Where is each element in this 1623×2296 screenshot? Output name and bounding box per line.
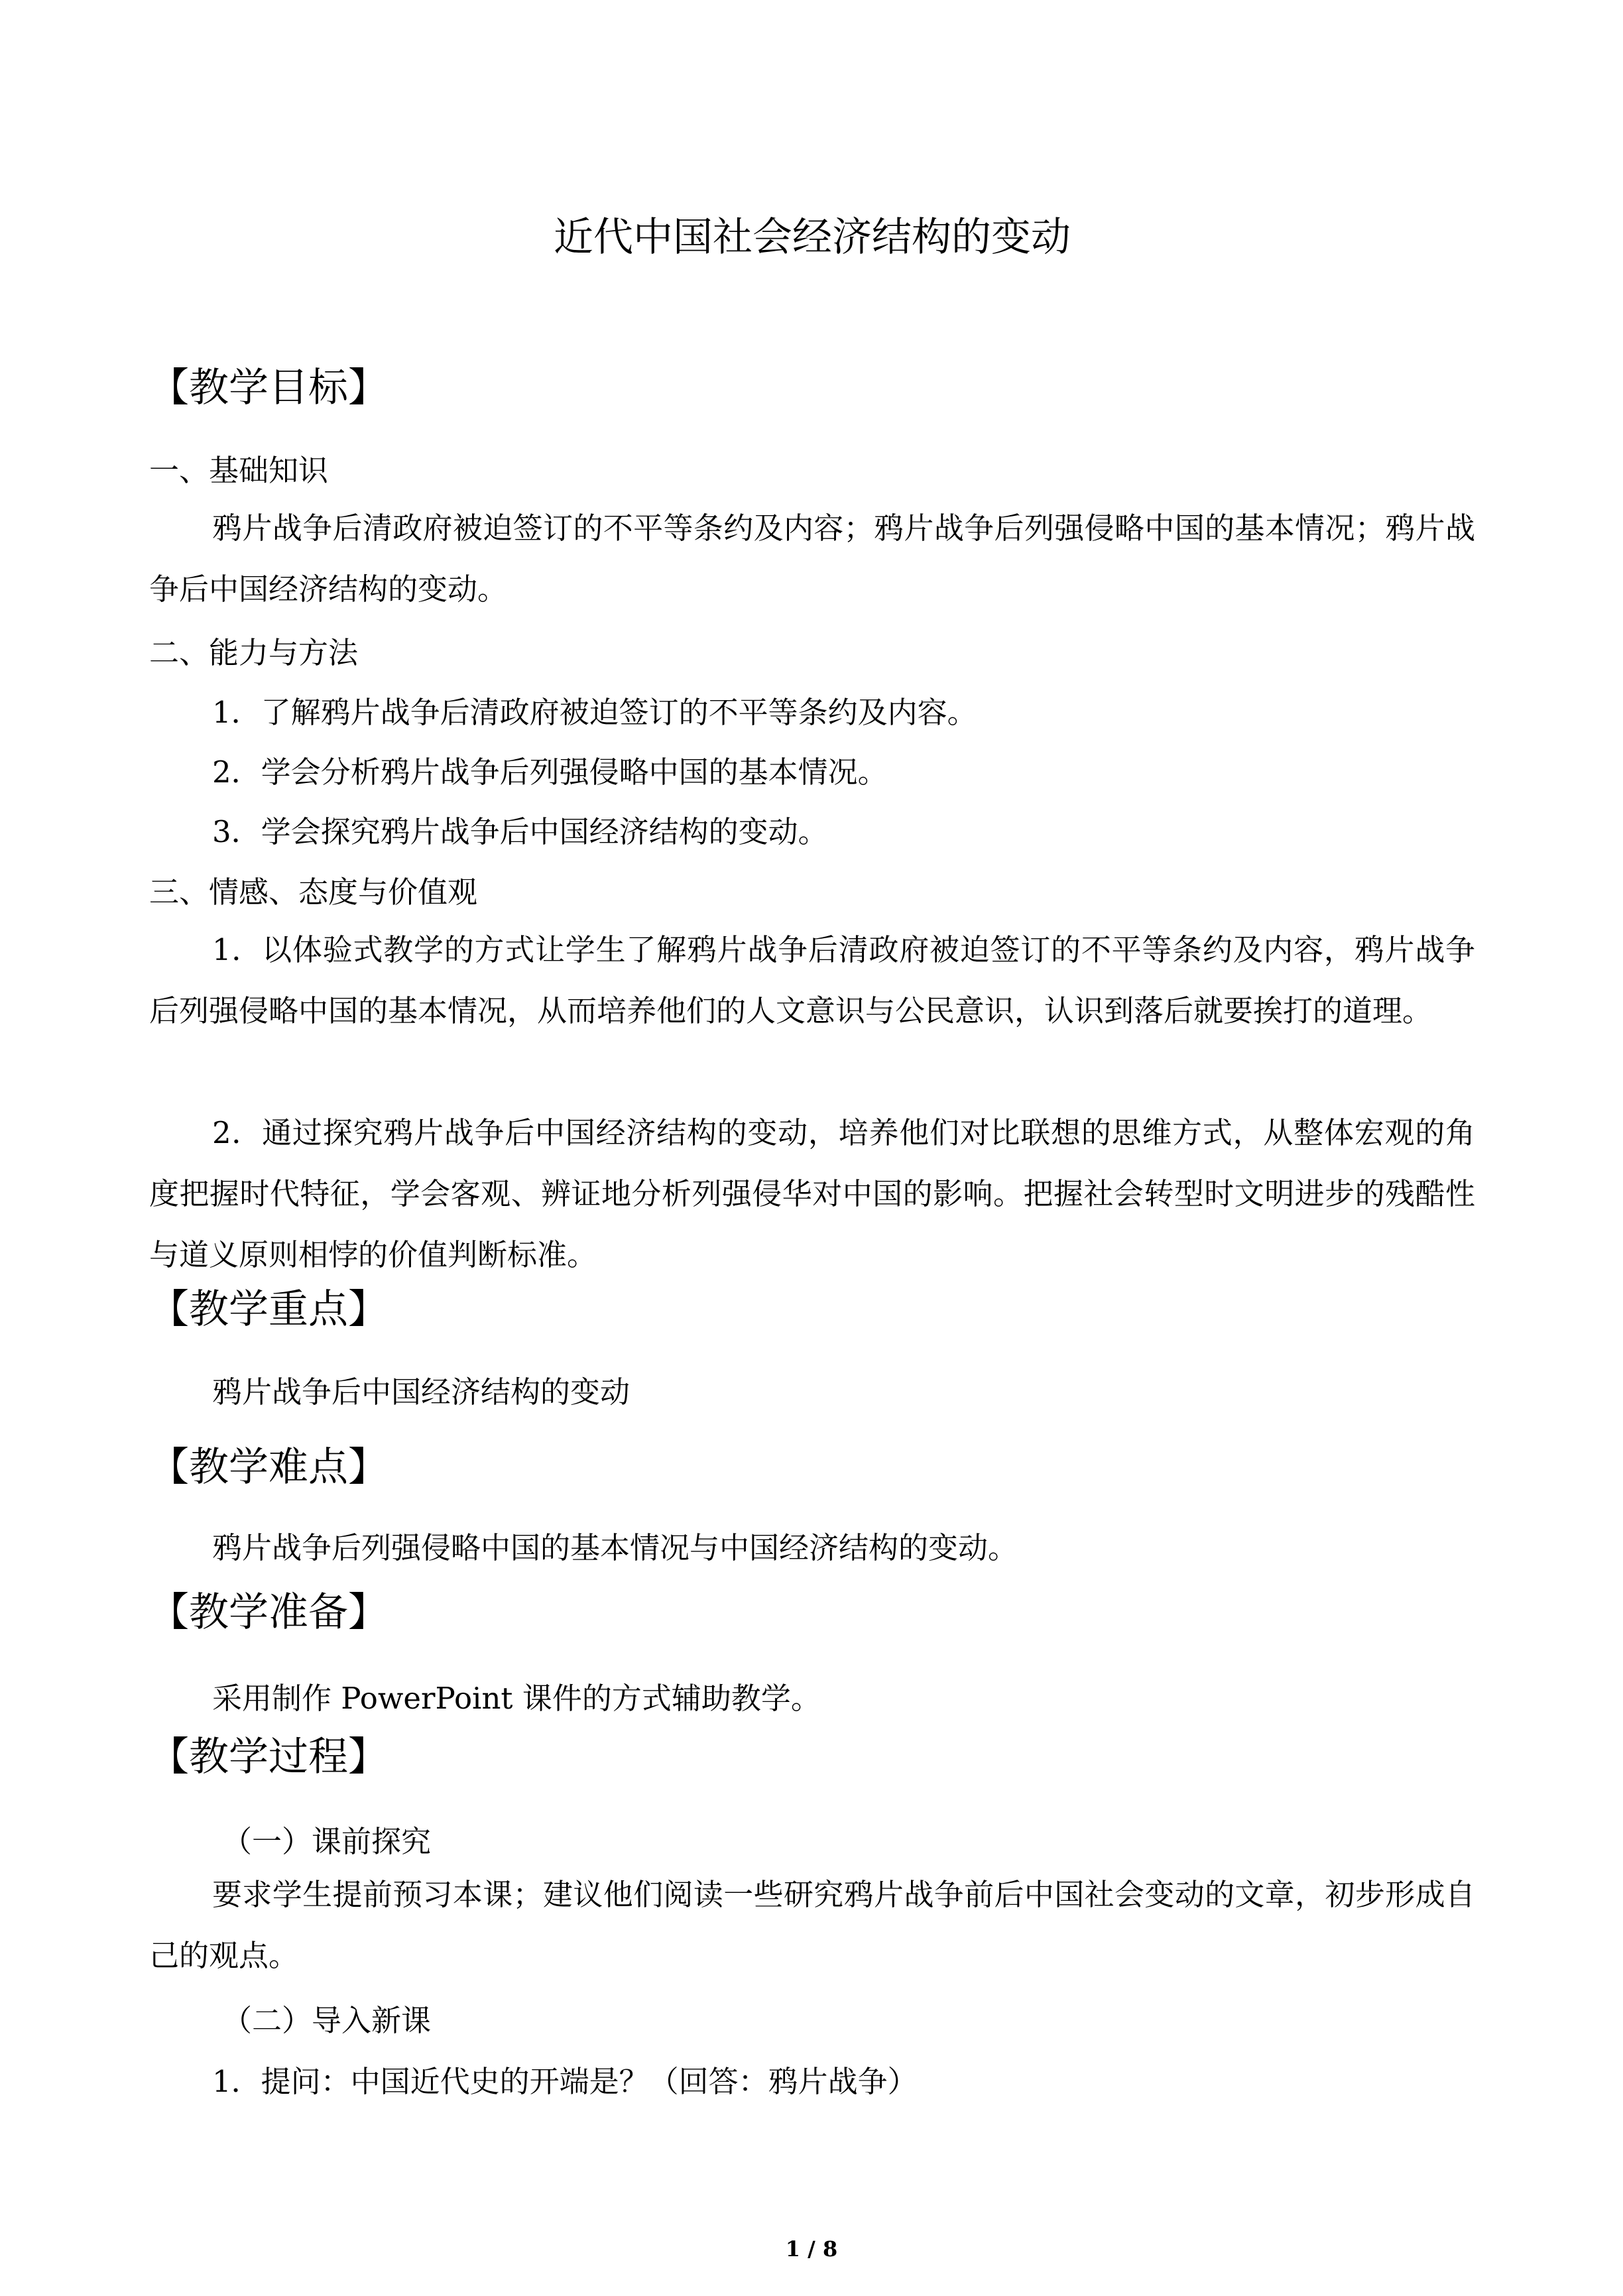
pre-class-inquiry-title: （一）课前探究 xyxy=(222,1824,432,1859)
ability-item: 1．了解鸦片战争后清政府被迫签订的不平等条约及内容。 xyxy=(212,695,977,730)
lesson-intro-item: 1．提问：中国近代史的开端是？（回答：鸦片战争） xyxy=(212,2064,918,2099)
values-item: 1．以体验式教学的方式让学生了解鸦片战争后清政府被迫签订的不平等条约及内容，鸦片战争后列强侵略中国的基本情况，从而培养他们的人文意识与公民意识，认识到落后就要挨打的道理。 xyxy=(149,932,1475,1028)
page-number: 1 / 8 xyxy=(785,2236,838,2262)
objectives-heading: 【教学目标】 xyxy=(149,365,388,411)
difficulties-heading: 【教学难点】 xyxy=(149,1444,388,1490)
lesson-intro-title: （二）导入新课 xyxy=(222,2003,432,2038)
key-points-text: 鸦片战争后中国经济结构的变动 xyxy=(212,1374,631,1410)
preparation-text: 采用制作 PowerPoint 课件的方式辅助教学。 xyxy=(212,1681,821,1716)
basic-knowledge-text: 鸦片战争后清政府被迫签订的不平等条约及内容；鸦片战争后列强侵略中国的基本情况；鸦片战争后中国经济结构的变动。 xyxy=(149,511,1475,607)
ability-item: 3．学会探究鸦片战争后中国经济结构的变动。 xyxy=(212,814,828,849)
ability-item: 2．学会分析鸦片战争后列强侵略中国的基本情况。 xyxy=(212,755,888,790)
basic-knowledge-title: 一、基础知识 xyxy=(149,453,329,488)
ability-method-title: 二、能力与方法 xyxy=(149,635,359,670)
process-heading: 【教学过程】 xyxy=(149,1734,388,1780)
document-title: 近代中国社会经济结构的变动 xyxy=(554,214,1071,261)
values-title: 三、情感、态度与价值观 xyxy=(149,875,478,910)
difficulties-text: 鸦片战争后列强侵略中国的基本情况与中国经济结构的变动。 xyxy=(212,1530,1018,1565)
values-item: 2．通过探究鸦片战争后中国经济结构的变动，培养他们对比联想的思维方式，从整体宏观的角度把握时代特征，学会客观、辨证地分析列强侵华对中国的影响。把握社会转型时文明进步的残酷性与道义原则相悖的价值判断标准。 xyxy=(149,1115,1475,1272)
key-points-heading: 【教学重点】 xyxy=(149,1286,388,1333)
preparation-heading: 【教学准备】 xyxy=(149,1589,388,1636)
pre-class-inquiry-text: 要求学生提前预习本课；建议他们阅读一些研究鸦片战争前后中国社会变动的文章，初步形成自己的观点。 xyxy=(149,1877,1475,1973)
